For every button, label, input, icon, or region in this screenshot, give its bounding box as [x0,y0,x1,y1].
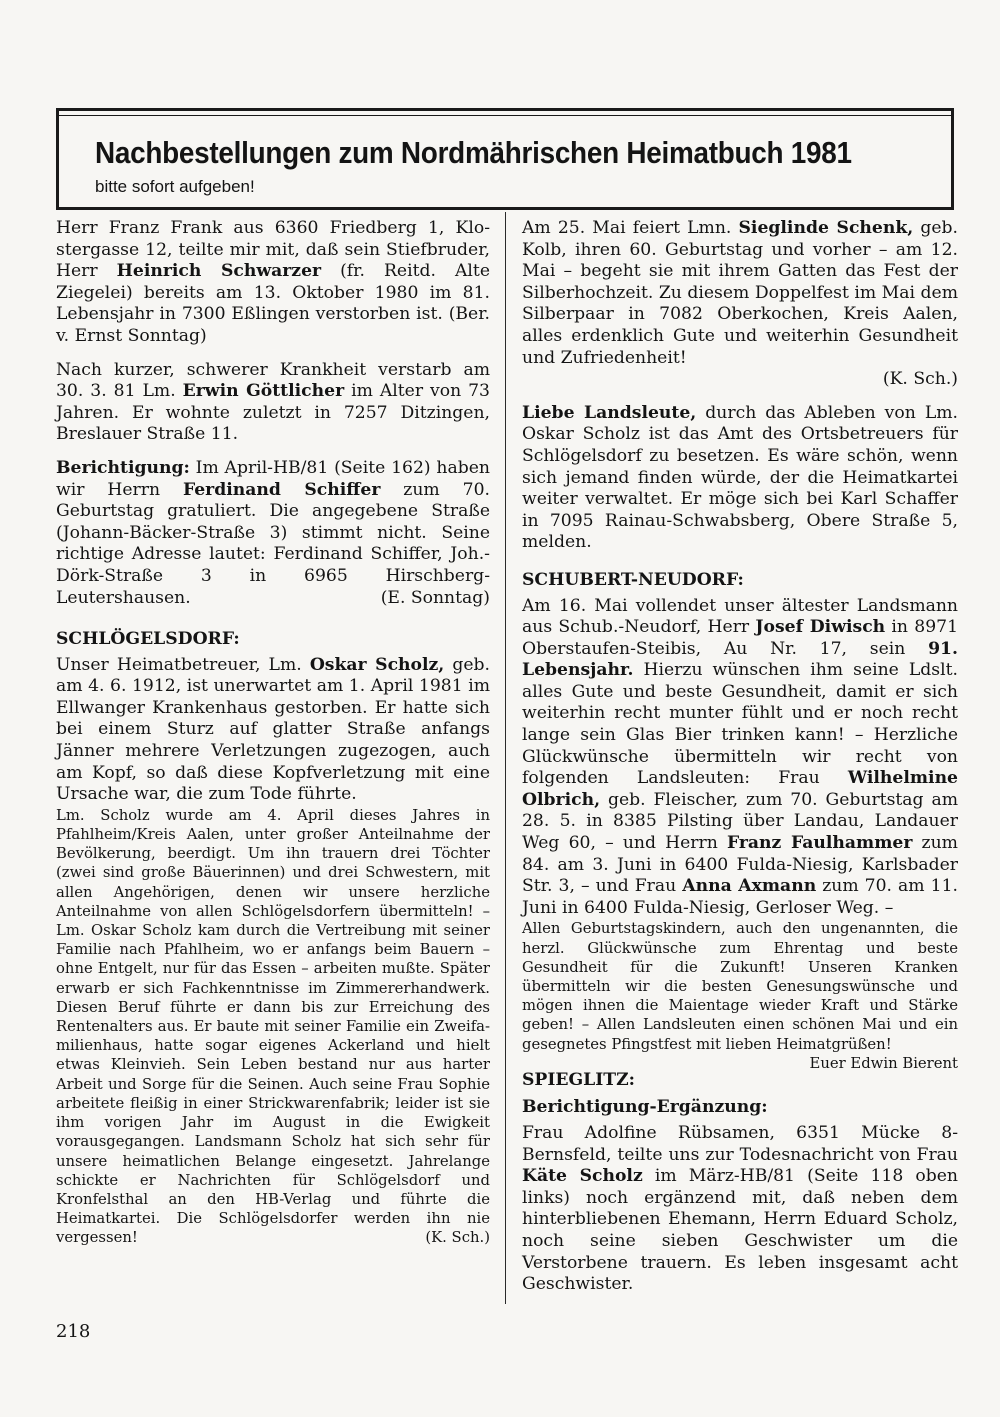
notice-landsleute: Liebe Landsleute, durch das Ableben von Lm. Oskar Scholz ist das Amt des Ortsbetreuers für Schlögelsdorf zu besetzen. Es wäre schön, wenn sich jemand finden würde, der die Heimatkartei weiter verwaltet. Er möge sich bei Karl Schaffer in 7095 Rainau-Schwabsberg, Obere Straße 5, melden. [522,402,958,553]
credit: (E. Sonntag) [380,587,490,608]
greeting-label: Liebe Landsleute, [522,402,697,423]
notice-kaete-scholz: Frau Adolfine Rübsamen, 6351 Mücke 8-Bernsfeld, teilte uns zur Todesnachricht von Frau Käte Scholz im März-HB/81 (Seite 118 oben links) noch ergänzend mit, daß neben dem hinterbliebenen Ehemann, Herrn Eduard Scholz, noch seine sieben Geschwister um die Verstorbene trauern. Es leben insgesamt acht Geschwister. [522,1123,958,1295]
person-name: Käte Scholz [522,1166,643,1187]
header-title: Nachbestellungen zum Nordmährischen Heimatbuch 1981 [95,135,852,170]
obituary-scholz: Unser Heimatbetreuer, Lm. Oskar Scholz, geb. am 4. 6. 1912, ist unerwartet am 1. April 1981 im Ellwanger Krankenhaus gestorben. Er hatte sich bei einem Sturz auf glatter Straße anfangs Jänner mehrere Verletzungen zugezogen, auch am Kopf, so daß diese Kopfverletzung mit eine Ursache war, die zum Tode führte. [56,654,491,805]
birthday-greetings: Am 16. Mai vollendet unser ältester Landsmann aus Schub.-Neudorf, Herr Josef Diwisch in 8971 Oberstaufen-Steibis, Au Nr. 17, sein 91. Lebensjahr. Hierzu wünschen ihm seine Ldslt. alles Gute und beste Gesundheit, damit er sich weiterhin recht munter fühlt und er noch recht lange sein Glas Bier trinken kann! – Herzliche Glückwünsche übermitteln wir recht von folgenden Landsleuten: Frau Wilhelmine Olbrich, geb. Fleischer, zum 70. Geburtstag am 28. 5. in 8385 Pilsting über Landau, Landauer Weg 60, – und Herrn Franz Faulhammer zum 84. am 3. Juni in 6400 Fulda-Niesig, Karlsbader Str. 3, – und Frau Anna Axmann zum 70. am 11. Juni in 6400 Fulda-Niesig, Gerloser Weg. – [522,595,958,918]
obituary-scholz-details: Lm. Scholz wurde am 4. April dieses Jahres in Pfahlheim/Kreis Aalen, unter großer Anteilnahme der Bevölkerung, beerdigt. Um ihn trauern drei Töchter (zwei sind große Bäuerinnen) und drei Schwestern, mit allen Angehörigen, denen wir unsere herzliche Anteilnahme von allen Schlögelsdorfern übermitteln! – Lm. Oskar Scholz kam durch die Vertreibung mit seiner Familie nach Pfahlheim, wo er anfangs beim Bauern – ohne Entgelt, nur für das Essen – arbeiten mußte. Später erwarb er sich Fachkenntnisse im Zimmererhandwerk. Diesen Beruf führte er dann bis zur Erreichung des Rentenalters aus. Er baute mit seiner Familie ein Zweifamilienhaus, hatte sogar eigenes Ackerland und hielt etwas Kleinvieh. Sein Leben bestand nur aus harter Arbeit und Sorge für die Seinen. Auch seine Frau Sophie arbeitete fleißig in einer Strickwarenfabrik; leider ist sie ihm vorigen Jahr im August in die Ewigkeit vorausgegangen. Landsmann Scholz hat sich sehr für unsere heimatlichen Belange eingesetzt. Jahrelange schickte er Nachrichten für Schlögelsdorf und Kronfelsthal an den HB-Verlag und führte die Heimatkartei. Die Schlögelsdorfer werden ihn nie vergessen! (K. Sch.) [56,806,490,1247]
person-name: Franz Faulhammer [726,833,913,854]
header-box [56,108,954,210]
credit: (K. Sch.) [882,369,958,390]
page-number: 218 [56,1321,91,1342]
left-column [56,218,490,1260]
age-highlight: 91. Lebensjahr. [522,638,958,681]
section-heading-schubert-neudorf: SCHUBERT-NEUDORF: [522,569,744,590]
header-subtitle: bitte sofort aufgeben! [95,177,255,196]
notice-schenk: Am 25. Mai feiert Lmn. Sieglinde Schenk, geb. Kolb, ihren 60. Geburtstag und vorher – am 12. Mai – begeht sie mit ihrem Gatten das Fest der Silberhochzeit. Zu diesem Doppelfest im Mai dem Silberpaar in 7082 Oberkochen, Kreis Aalen, alles erdenklich Gute und weiterhin Gesundheit und Zufriedenheit! [522,218,958,368]
person-name: Oskar Scholz, [309,654,445,675]
notice-schwarzer: Herr Franz Frank aus 6360 Friedberg 1, Klostergasse 12, teilte mir mit, daß sein Stiefbruder, Herr Heinrich Schwarzer (fr. Reitd. Alte Ziegelei) bereits am 13. Oktober 1980 im 81. Lebensjahr in 7300 Eßlingen verstorben ist. (Ber. v. Ernst Sonntag) [56,218,491,346]
section-heading-spieglitz: SPIEGLITZ: [522,1069,635,1090]
person-name: Erwin Göttlicher [182,381,345,402]
person-name: Ferdinand Schiffer [182,479,381,500]
person-name: Heinrich Schwarzer [116,261,322,282]
person-name: Anna Axmann [682,876,817,897]
subheading-berichtigung-ergaenzung: Berichtigung-Ergänzung: [522,1097,768,1118]
notice-goettlicher: Nach kurzer, schwerer Krankheit verstarb am 30. 3. 81 Lm. Erwin Göttlicher im Alter von 73 Jahren. Er wohnte zuletzt in 7257 Ditzingen, Breslauer Straße 11. [56,359,490,445]
berichtigung-label: Berichtigung: [56,457,190,478]
notice-berichtigung: Berichtigung: Im April-HB/81 (Seite 162) haben wir Herrn Ferdinand Schiffer zum 70. Geburtstag gratuliert. Die angegebene Straße (Johann-Bäcker-Straße 3) stimmt nicht. Seine richtige Adresse lautet: Ferdinand Schiffer, Joh.-Dörk-Straße 3 in 6965 Hirschberg-Leutershausen. (E. Sonntag) [56,457,491,608]
right-column [522,218,958,1308]
section-heading-schloegelsdorf: SCHLÖGELSDORF: [56,629,240,650]
person-name: Wilhelmine Olbrich, [522,768,958,810]
general-greetings: Allen Geburtstagskindern, auch den ungenannten, die herzl. Glückwünsche zum Ehrentag und beste Gesundheit für die Zukunft! Unseren Kranken übermitteln wir die besten Genesungswünsche und mögen ihnen die Maientage wieder Kraft und Stärke geben! – Allen Landsleuten einen schönen Mai und ein gesegnetes Pfingstfest mit lieben Heimatgrüßen! Euer Edwin Bierent [522,920,958,1072]
signature: Euer Edwin Bierent [809,1054,958,1072]
person-name: Josef Diwisch [755,617,886,638]
column-divider [505,212,506,1304]
credit: (K. Sch.) [425,1229,490,1247]
person-name: Sieglinde Schenk, [738,218,914,238]
